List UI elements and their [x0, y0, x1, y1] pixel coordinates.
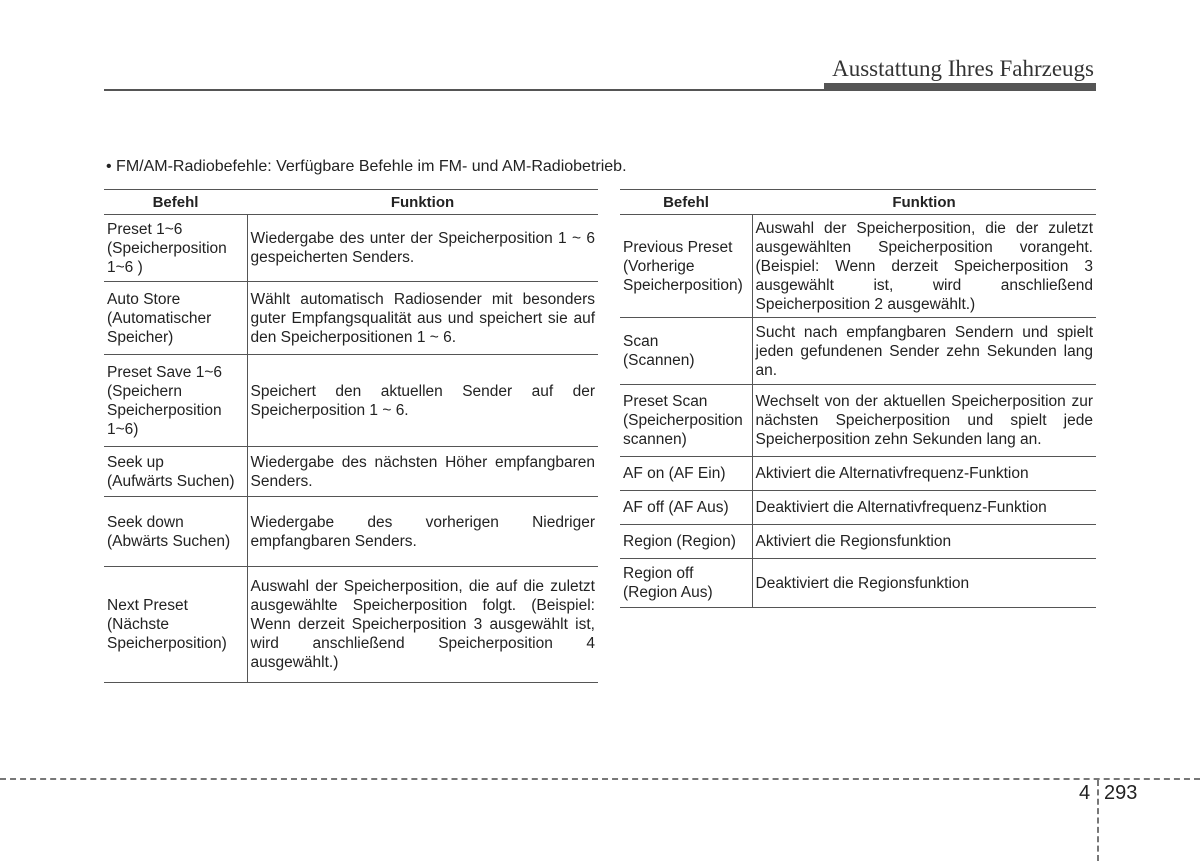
footer-dotted-rule	[0, 778, 1200, 780]
table-row	[620, 215, 1096, 318]
header-rule	[104, 89, 824, 91]
command-cell: Seek down (Abwärts Suchen)	[104, 497, 247, 567]
header-funktion: Funktion	[752, 190, 1096, 215]
table-row	[620, 559, 1096, 608]
page-number: 293	[1104, 782, 1138, 804]
header-befehl: Befehl	[620, 190, 752, 215]
command-cell: Seek up (Aufwärts Suchen)	[104, 447, 247, 497]
command-cell: Preset 1~6 (Speicherposition 1~6 )	[104, 215, 247, 282]
chapter-number: 4	[1079, 782, 1091, 804]
function-cell: Deaktiviert die Regionsfunktion	[752, 559, 1096, 608]
command-cell: Preset Scan (Speicherposition scannen)	[620, 385, 752, 457]
function-cell: Aktiviert die Regionsfunktion	[752, 525, 1096, 559]
command-cell: AF off (AF Aus)	[620, 491, 752, 525]
function-cell: Wählt automatisch Radiosender mit besonders guter Empfangsqualität aus und speichert sie auf den Speicherpositionen 1 ~ 6.	[247, 282, 598, 355]
function-cell: Wiedergabe des vorherigen Niedriger empfangbaren Senders.	[247, 497, 598, 567]
table-row	[104, 497, 598, 567]
table-row	[104, 447, 598, 497]
function-cell: Speichert den aktuellen Sender auf der Speicherposition 1 ~ 6.	[247, 355, 598, 447]
table-row	[104, 355, 598, 447]
function-cell: Wechselt von der aktuellen Speicherposition zur nächsten Speicherposition und spielt jede Speicherposition zehn Sekunden lang an.	[752, 385, 1096, 457]
table-row	[620, 385, 1096, 457]
function-cell: Wiedergabe des unter der Speicherposition 1 ~ 6 gespeicherten Senders.	[247, 215, 598, 282]
footer-dotted-divider	[1097, 780, 1099, 861]
header-title: Ausstattung Ihres Fahrzeugs	[832, 56, 1094, 81]
intro-text: • FM/AM-Radiobefehle: Verfügbare Befehle im FM- und AM-Radiobetrieb.	[106, 158, 627, 175]
command-cell: AF on (AF Ein)	[620, 457, 752, 491]
table-header-row	[620, 190, 1096, 215]
command-cell: Preset Save 1~6 (Speichern Speicherposition 1~6)	[104, 355, 247, 447]
table-row	[620, 491, 1096, 525]
command-cell: Auto Store (Automatischer Speicher)	[104, 282, 247, 355]
table-row	[104, 215, 598, 282]
command-cell: Region (Region)	[620, 525, 752, 559]
table-row	[620, 457, 1096, 491]
header-befehl: Befehl	[104, 190, 247, 215]
command-cell: Region off (Region Aus)	[620, 559, 752, 608]
header-funktion: Funktion	[247, 190, 598, 215]
function-cell: Aktiviert die Alternativfrequenz-Funktion	[752, 457, 1096, 491]
header-rule-accent	[824, 83, 1096, 91]
command-cell: Scan (Scannen)	[620, 318, 752, 385]
table-row	[104, 567, 598, 683]
command-cell: Next Preset (Nächste Speicherposition)	[104, 567, 247, 683]
function-cell: Sucht nach empfangbaren Sendern und spielt jeden gefundenen Sender zehn Sekunden lang an.	[752, 318, 1096, 385]
right-command-table	[620, 189, 1096, 608]
table-row	[104, 282, 598, 355]
function-cell: Wiedergabe des nächsten Höher empfangbaren Senders.	[247, 447, 598, 497]
function-cell: Auswahl der Speicherposition, die auf die zuletzt ausgewählte Speicherposition folgt. (Beispiel: Wenn derzeit Speicherposition 3 ausgewählt ist, wird anschließend Speicherposition 4 ausgewählt.)	[247, 567, 598, 683]
function-cell: Auswahl der Speicherposition, die der zuletzt ausgewählten Speicherposition vorangeht. (Beispiel: Wenn derzeit Speicherposition 3 ausgewählt ist, wird anschließend Speicherposition 2 ausgewählt.)	[752, 215, 1096, 318]
command-cell: Previous Preset (Vorherige Speicherposition)	[620, 215, 752, 318]
table-row	[620, 318, 1096, 385]
left-command-table	[104, 189, 598, 683]
table-header-row	[104, 190, 598, 215]
table-row	[620, 525, 1096, 559]
function-cell: Deaktiviert die Alternativfrequenz-Funktion	[752, 491, 1096, 525]
